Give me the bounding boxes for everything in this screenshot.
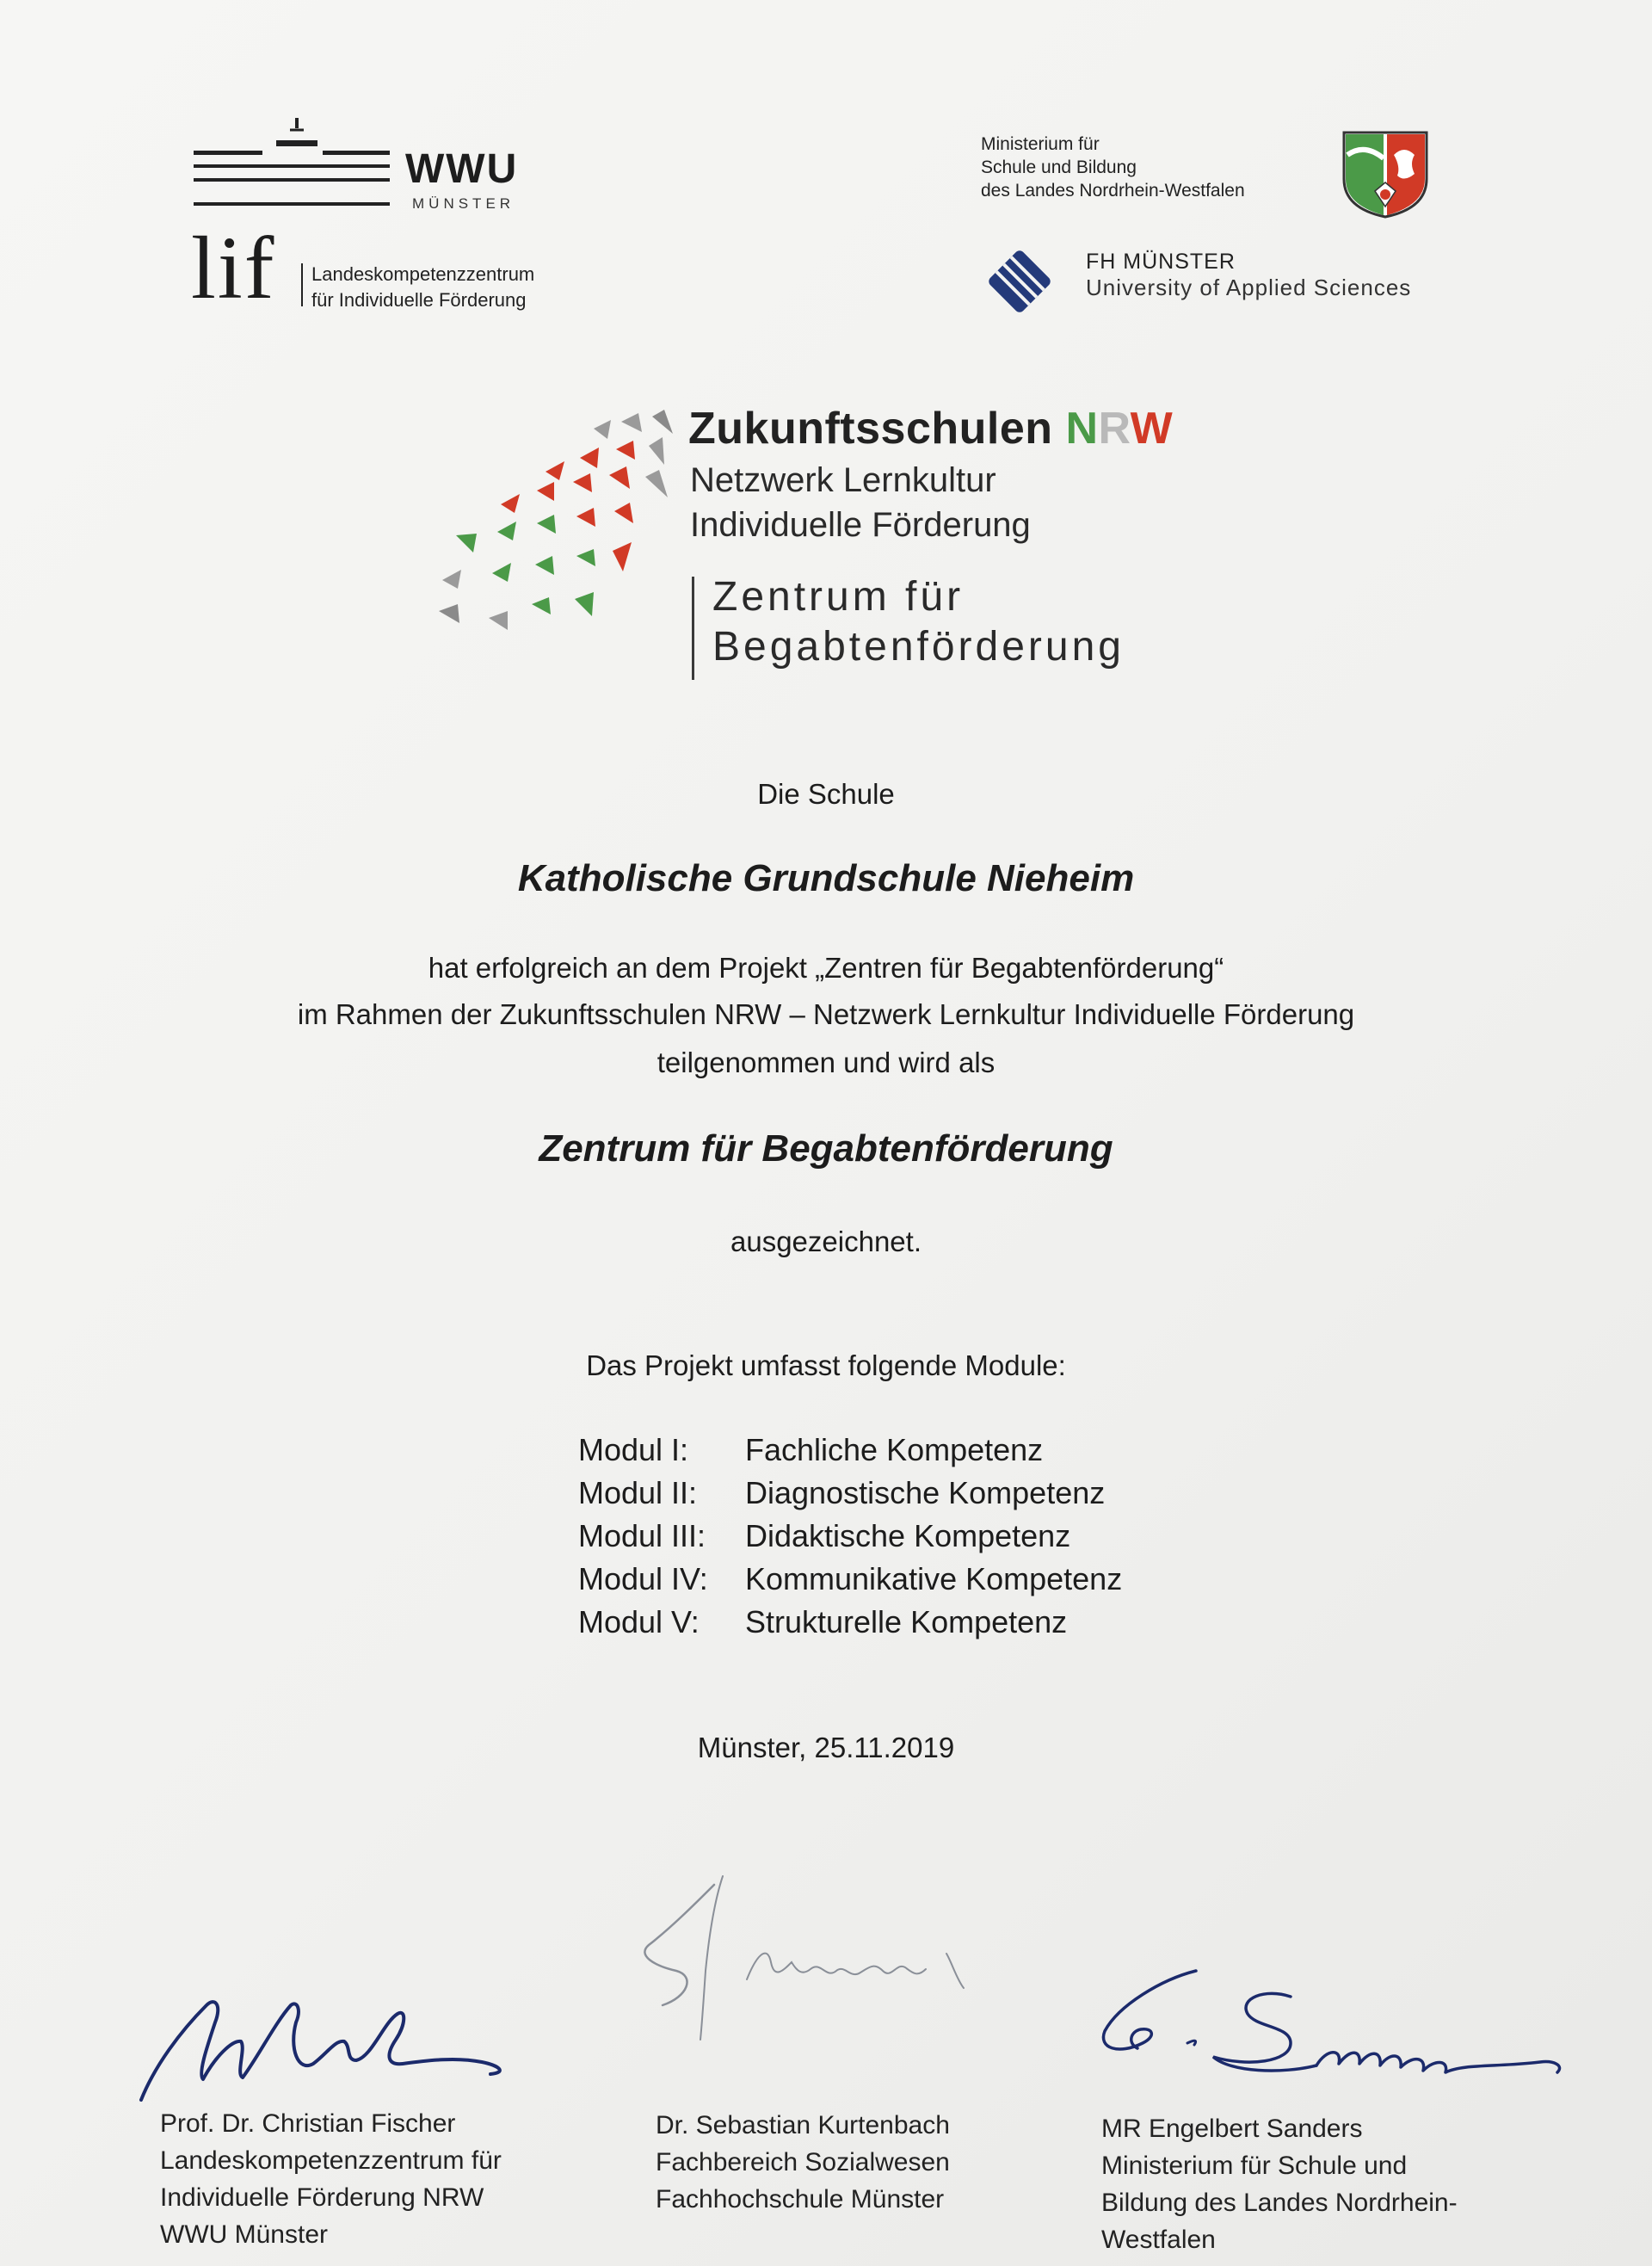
module-key: Modul III: xyxy=(578,1518,706,1553)
zukunftsschulen-logo xyxy=(439,404,1256,688)
module-row xyxy=(578,1475,1267,1518)
wwu-logo xyxy=(194,116,529,219)
signer-line: MR Engelbert Sanders xyxy=(1101,2115,1363,2143)
ministry-line-2: Schule und Bildung xyxy=(981,157,1137,177)
wwu-subtitle: MÜNSTER xyxy=(412,195,515,212)
signature-kurtenbach-icon xyxy=(620,1850,1067,2057)
triangle-pattern-icon xyxy=(439,404,697,654)
fh-muenster-logo xyxy=(984,243,1449,320)
module-row xyxy=(578,1604,1267,1647)
description-line-1: hat erfolgreich an dem Projekt „Zentren für Begabtenförderung“ xyxy=(428,952,1224,984)
module-list xyxy=(578,1432,1267,1647)
signer-line: Landeskompetenzzentrum für xyxy=(160,2146,502,2175)
module-key: Modul I: xyxy=(578,1432,689,1467)
signer-line: Fachbereich Sozialwesen xyxy=(656,2148,950,2176)
lif-divider xyxy=(301,263,303,306)
signer-fischer xyxy=(160,2105,502,2253)
ministry-text xyxy=(981,133,1245,202)
intro-text: Die Schule xyxy=(757,778,895,810)
place-and-date: Münster, 25.11.2019 xyxy=(697,1732,955,1763)
zentrum-line-1: Zentrum für xyxy=(712,574,965,620)
lif-line-1: Landeskompetenzzentrum xyxy=(311,263,535,285)
lif-text xyxy=(311,262,534,313)
awarded-text: ausgezeichnet. xyxy=(730,1226,922,1257)
wwu-wordmark: WWU xyxy=(405,146,519,192)
signer-line: Ministerium für Schule und xyxy=(1101,2152,1408,2180)
zentrum-divider xyxy=(692,577,694,680)
nrw-letter-w: W xyxy=(1130,404,1174,454)
module-value: Didaktische Kompetenz xyxy=(745,1518,1071,1553)
signer-kurtenbach xyxy=(656,2107,950,2218)
module-value: Strukturelle Kompetenz xyxy=(745,1604,1068,1639)
nrw-letter-r: R xyxy=(1098,404,1131,454)
module-value: Diagnostische Kompetenz xyxy=(745,1475,1106,1510)
fh-muenster-name: FH MÜNSTER xyxy=(1086,250,1236,274)
signer-line: Individuelle Förderung NRW xyxy=(160,2183,484,2212)
nrw-coat-of-arms-icon xyxy=(1341,129,1430,219)
lif-line-2: für Individuelle Förderung xyxy=(311,289,527,311)
zukunftsschulen-subtitle-2: Individuelle Förderung xyxy=(690,506,1031,544)
modules-intro: Das Projekt umfasst folgende Module: xyxy=(586,1349,1066,1381)
signature-sanders-icon xyxy=(1093,1954,1583,2126)
signer-line: WWU Münster xyxy=(160,2220,328,2249)
signer-line: Bildung des Landes Nordrhein- xyxy=(1101,2189,1458,2217)
signer-line: Prof. Dr. Christian Fischer xyxy=(160,2109,456,2138)
signer-sanders xyxy=(1101,2110,1458,2258)
ministry-line-1: Ministerium für xyxy=(981,134,1100,154)
lif-wordmark: lif xyxy=(191,219,276,318)
zentrum-line-2: Begabtenförderung xyxy=(712,624,1125,670)
module-row xyxy=(578,1432,1267,1475)
ministry-logo xyxy=(981,129,1446,224)
signer-line: Westfalen xyxy=(1101,2226,1216,2254)
wwu-emblem-icon xyxy=(194,116,391,219)
module-value: Kommunikative Kompetenz xyxy=(745,1561,1123,1596)
module-key: Modul IV: xyxy=(578,1561,708,1596)
zukunftsschulen-title xyxy=(688,403,1173,454)
module-key: Modul II: xyxy=(578,1475,698,1510)
module-row xyxy=(578,1561,1267,1604)
school-name: Katholische Grundschule Nieheim xyxy=(517,857,1135,899)
description-line-3: teilgenommen und wird als xyxy=(656,1047,996,1078)
zukunftsschulen-word: Zukunftsschulen xyxy=(688,404,1053,454)
signer-line: Dr. Sebastian Kurtenbach xyxy=(656,2111,950,2139)
module-key: Modul V: xyxy=(578,1604,700,1639)
signature-fischer-icon xyxy=(129,1971,542,2109)
module-row xyxy=(578,1518,1267,1561)
lif-logo xyxy=(191,219,552,325)
ministry-line-3: des Landes Nordrhein-Westfalen xyxy=(981,181,1245,201)
module-value: Fachliche Kompetenz xyxy=(745,1432,1044,1467)
fh-muenster-mark-icon xyxy=(984,246,1055,317)
description-line-2: im Rahmen der Zukunftsschulen NRW – Netzwerk Lernkultur Individuelle Förderung xyxy=(297,998,1355,1030)
fh-muenster-subtitle: University of Applied Sciences xyxy=(1086,275,1412,300)
signer-line: Fachhochschule Münster xyxy=(656,2185,945,2214)
zukunftsschulen-subtitle-1: Netzwerk Lernkultur xyxy=(690,461,996,499)
nrw-letter-n: N xyxy=(1065,404,1099,454)
award-title: Zentrum für Begabtenförderung xyxy=(539,1127,1113,1170)
